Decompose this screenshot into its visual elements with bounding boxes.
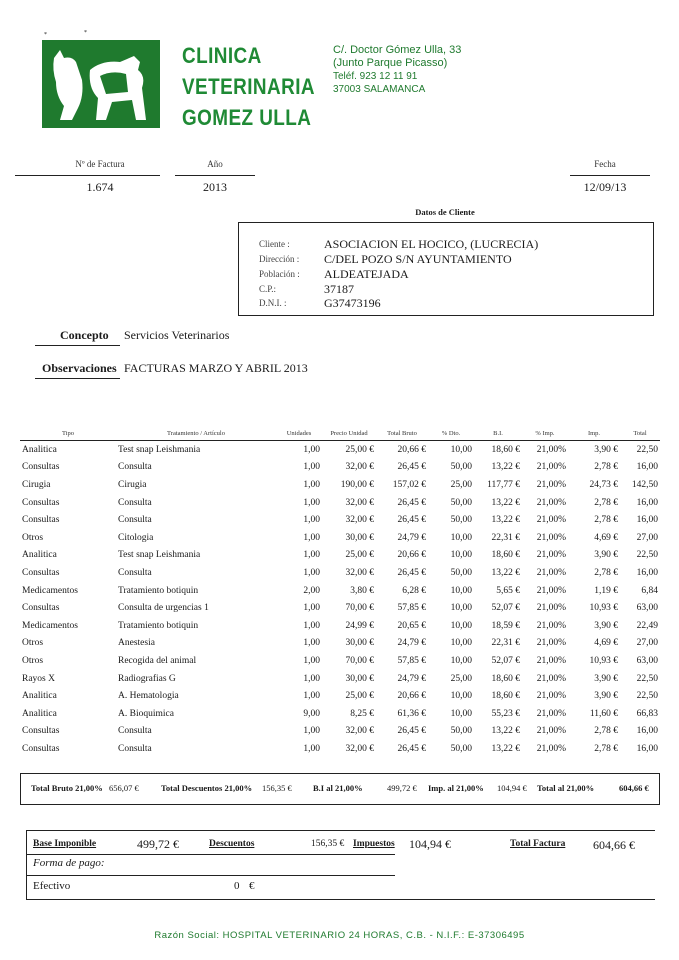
cell-imp-pct: 21,00% [536, 603, 566, 614]
client-town-label: Población : [259, 269, 300, 279]
cell-dto: 50,00 [450, 726, 472, 737]
cell-unidades: 1,00 [303, 620, 320, 631]
cell-dto: 10,00 [450, 532, 472, 543]
cell-total-bruto: 20,66 € [397, 550, 426, 561]
cell-imp-pct: 21,00% [536, 585, 566, 596]
cell-tratamiento: Consulta [118, 743, 152, 754]
cell-imp: 2,78 € [594, 726, 618, 737]
table-row [20, 494, 660, 512]
cell-bi: 22,31 € [491, 532, 520, 543]
client-section-title: Datos de Cliente [415, 207, 475, 217]
cell-imp-pct: 21,00% [536, 655, 566, 666]
cell-bi: 18,60 € [491, 691, 520, 702]
cell-unidades: 1,00 [303, 497, 320, 508]
address-city: 37003 SALAMANCA [333, 84, 426, 95]
cell-imp: 10,93 € [589, 603, 618, 614]
clinic-address [333, 44, 513, 96]
cell-bi: 52,07 € [491, 603, 520, 614]
cell-total: 22,50 [636, 444, 658, 455]
cell-tipo: Consultas [22, 462, 60, 473]
cell-tipo: Consultas [22, 515, 60, 526]
cell-precio-unidad: 70,00 € [345, 603, 374, 614]
cell-bi: 5,65 € [496, 585, 520, 596]
cell-tratamiento: Consulta [118, 497, 152, 508]
clinic-name-line-1: CLINICA [182, 43, 262, 68]
table-row [20, 652, 660, 670]
cell-unidades: 1,00 [303, 515, 320, 526]
cell-dto: 50,00 [450, 515, 472, 526]
items-table [20, 426, 660, 758]
cell-dto: 10,00 [450, 620, 472, 631]
total-bi-label: B.I al 21,00% [313, 783, 363, 793]
cell-bi: 13,22 € [491, 515, 520, 526]
table-row [20, 547, 660, 565]
cell-imp: 2,78 € [594, 515, 618, 526]
cell-unidades: 1,00 [303, 479, 320, 490]
cell-total-bruto: 57,85 € [397, 603, 426, 614]
cell-precio-unidad: 32,00 € [345, 497, 374, 508]
total-bruto-value: 656,07 € [109, 783, 139, 793]
cell-tratamiento: Recogida del animal [118, 655, 197, 666]
cell-unidades: 1,00 [303, 444, 320, 455]
cell-dto: 10,00 [450, 691, 472, 702]
cell-tipo: Consultas [22, 743, 60, 754]
cell-total: 66,83 [636, 708, 658, 719]
cell-total-bruto: 26,45 € [397, 497, 426, 508]
cell-dto: 10,00 [450, 603, 472, 614]
cell-total-bruto: 61,36 € [397, 708, 426, 719]
cell-tratamiento: Consulta [118, 515, 152, 526]
cell-imp-pct: 21,00% [536, 708, 566, 719]
cell-tipo: Consultas [22, 567, 60, 578]
cell-unidades: 1,00 [303, 726, 320, 737]
observaciones-value: FACTURAS MARZO Y ABRIL 2013 [124, 361, 308, 375]
table-row [20, 723, 660, 741]
cell-imp: 3,90 € [594, 444, 618, 455]
cell-tratamiento: Consulta de urgencias 1 [118, 603, 209, 614]
table-row [20, 476, 660, 494]
cell-dto: 25,00 [450, 479, 472, 490]
cell-precio-unidad: 30,00 € [345, 673, 374, 684]
cell-imp: 10,93 € [589, 655, 618, 666]
cell-tratamiento: A. Bioquimica [118, 708, 174, 719]
cell-tipo: Medicamentos [22, 620, 78, 631]
totals-box [20, 773, 660, 805]
cell-unidades: 1,00 [303, 655, 320, 666]
cell-dto: 10,00 [450, 444, 472, 455]
cell-tratamiento: Consulta [118, 462, 152, 473]
base-imponible-value: 499,72 € [137, 837, 179, 851]
cell-tipo: Consultas [22, 497, 60, 508]
cell-imp: 3,90 € [594, 673, 618, 684]
table-row [20, 441, 660, 459]
client-row-postcode [239, 282, 653, 297]
address-street: C/. Doctor Gómez Ulla, 33 [333, 44, 462, 56]
cell-precio-unidad: 190,00 € [340, 479, 374, 490]
cell-total-bruto: 24,79 € [397, 673, 426, 684]
invoice-year-rule [175, 175, 255, 176]
total-factura-value: 604,66 € [593, 838, 635, 852]
table-row [20, 740, 660, 758]
cell-precio-unidad: 32,00 € [345, 726, 374, 737]
cell-precio-unidad: 32,00 € [345, 743, 374, 754]
impuestos-value: 104,94 € [409, 837, 451, 851]
clinic-name-line-3: GOMEZ ULLA [182, 105, 312, 130]
cell-total: 63,00 [636, 603, 658, 614]
table-row [20, 687, 660, 705]
invoice-number-label: Nº de Factura [75, 159, 125, 169]
cell-dto: 50,00 [450, 497, 472, 508]
header-imp-pct: % Imp. [522, 426, 568, 441]
header-dto: % Dto. [428, 426, 474, 441]
cell-precio-unidad: 70,00 € [345, 655, 374, 666]
cell-total: 16,00 [636, 567, 658, 578]
cell-bi: 18,59 € [491, 620, 520, 631]
cell-imp-pct: 21,00% [536, 462, 566, 473]
cell-precio-unidad: 30,00 € [345, 638, 374, 649]
table-row [20, 599, 660, 617]
cell-total: 22,50 [636, 673, 658, 684]
summary-rule-2 [27, 875, 395, 876]
cell-tratamiento: Test snap Leishmania [118, 444, 201, 455]
cell-imp: 2,78 € [594, 743, 618, 754]
client-name-label: Cliente : [259, 239, 290, 249]
cell-total-bruto: 26,45 € [397, 726, 426, 737]
cell-bi: 55,23 € [491, 708, 520, 719]
client-name: ASOCIACION EL HOCICO, (LUCRECIA) [324, 237, 539, 251]
invoice-year: 2013 [203, 180, 227, 194]
cell-total: 16,00 [636, 726, 658, 737]
cell-bi: 13,22 € [491, 497, 520, 508]
observaciones-rule [35, 378, 120, 379]
cell-tratamiento: Tratamiento botiquin [118, 585, 199, 596]
cell-total-bruto: 24,79 € [397, 638, 426, 649]
address-phone: Teléf. 923 12 11 91 [333, 71, 418, 82]
pago-currency: € [249, 880, 255, 892]
cell-unidades: 2,00 [303, 585, 320, 596]
cell-imp-pct: 21,00% [536, 479, 566, 490]
concepto-label: Concepto [60, 328, 109, 342]
dog-cat-logo-icon [42, 40, 160, 128]
client-address-label: Dirección : [259, 254, 300, 264]
client-row-dni [239, 296, 653, 311]
cell-total: 16,00 [636, 743, 658, 754]
total-descuentos-value: 156,35 € [262, 783, 292, 793]
cell-total-bruto: 24,79 € [397, 532, 426, 543]
cell-total: 16,00 [636, 462, 658, 473]
concepto-rule [35, 345, 120, 346]
client-town: ALDEATEJADA [324, 267, 409, 281]
cell-imp-pct: 21,00% [536, 515, 566, 526]
clinic-name [182, 40, 315, 133]
cell-tipo: Otros [22, 638, 44, 649]
header-total: Total [620, 426, 660, 441]
cell-tipo: Otros [22, 532, 44, 543]
cell-unidades: 1,00 [303, 743, 320, 754]
table-row [20, 459, 660, 477]
cell-tratamiento: Cirugia [118, 479, 147, 490]
cell-precio-unidad: 25,00 € [345, 550, 374, 561]
client-postcode-label: C.P.: [259, 284, 277, 294]
client-postcode: 37187 [324, 282, 354, 296]
cell-imp: 4,69 € [594, 532, 618, 543]
cell-total-bruto: 26,45 € [397, 743, 426, 754]
total-bruto-label: Total Bruto 21,00% [31, 783, 103, 793]
cell-bi: 13,22 € [491, 743, 520, 754]
cell-precio-unidad: 25,00 € [345, 691, 374, 702]
cell-precio-unidad: 3,80 € [350, 585, 374, 596]
cell-imp: 24,73 € [589, 479, 618, 490]
cell-imp-pct: 21,00% [536, 532, 566, 543]
cell-total-bruto: 26,45 € [397, 462, 426, 473]
observaciones-label: Observaciones [42, 361, 117, 375]
cell-total-bruto: 26,45 € [397, 567, 426, 578]
cell-total-bruto: 20,65 € [397, 620, 426, 631]
invoice-year-label: Año [207, 159, 223, 169]
cell-tratamiento: Test snap Leishmania [118, 550, 201, 561]
total-bi-value: 499,72 € [387, 783, 417, 793]
cell-precio-unidad: 30,00 € [345, 532, 374, 543]
logo-mark-left: * [44, 32, 47, 38]
client-row-name [239, 237, 653, 252]
impuestos-label: Impuestos [353, 839, 395, 849]
total-factura-label: Total Factura [510, 839, 566, 849]
cell-dto: 10,00 [450, 708, 472, 719]
concepto-value: Servicios Veterinarios [124, 328, 230, 342]
cell-dto: 50,00 [450, 743, 472, 754]
cell-tratamiento: Tratamiento botiquin [118, 620, 199, 631]
cell-imp: 3,90 € [594, 550, 618, 561]
cell-bi: 117,77 € [487, 479, 520, 490]
table-row [20, 582, 660, 600]
cell-imp: 3,90 € [594, 691, 618, 702]
cell-tipo: Analitica [22, 550, 57, 561]
cell-bi: 13,22 € [491, 726, 520, 737]
total-final-label: Total al 21,00% [537, 783, 595, 793]
cell-imp: 3,90 € [594, 620, 618, 631]
cell-total-bruto: 6,28 € [402, 585, 426, 596]
total-final-value: 604,66 € [619, 783, 649, 793]
cell-imp: 11,60 € [589, 708, 618, 719]
invoice-number-rule [15, 175, 160, 176]
cell-dto: 10,00 [450, 585, 472, 596]
cell-unidades: 1,00 [303, 638, 320, 649]
cell-precio-unidad: 32,00 € [345, 567, 374, 578]
pago-method: Efectivo [33, 880, 71, 892]
table-row [20, 511, 660, 529]
cell-tratamiento: Consulta [118, 726, 152, 737]
cell-unidades: 1,00 [303, 462, 320, 473]
cell-bi: 18,60 € [491, 444, 520, 455]
header-imp: Imp. [568, 426, 620, 441]
cell-precio-unidad: 8,25 € [350, 708, 374, 719]
header-total-bruto: Total Bruto [376, 426, 428, 441]
cell-tipo: Consultas [22, 603, 60, 614]
cell-tipo: Analitica [22, 691, 57, 702]
table-row [20, 564, 660, 582]
cell-imp: 2,78 € [594, 497, 618, 508]
footer-legal: Razón Social: HOSPITAL VETERINARIO 24 HORAS, C.B. - N.I.F.: E-37306495 [154, 930, 525, 941]
cell-precio-unidad: 25,00 € [345, 444, 374, 455]
cell-bi: 13,22 € [491, 567, 520, 578]
cell-imp-pct: 21,00% [536, 567, 566, 578]
cell-precio-unidad: 24,99 € [345, 620, 374, 631]
cell-total: 142,50 [631, 479, 658, 490]
cell-dto: 10,00 [450, 655, 472, 666]
header-tratamiento: Tratamiento / Artículo [116, 426, 276, 441]
cell-total-bruto: 57,85 € [397, 655, 426, 666]
cell-total: 16,00 [636, 497, 658, 508]
invoice-number: 1.674 [86, 180, 114, 194]
table-row [20, 529, 660, 547]
cell-tipo: Consultas [22, 726, 60, 737]
cell-precio-unidad: 32,00 € [345, 462, 374, 473]
cell-imp: 1,19 € [594, 585, 618, 596]
cell-dto: 10,00 [450, 550, 472, 561]
cell-total-bruto: 20,66 € [397, 691, 426, 702]
cell-tipo: Cirugia [22, 479, 51, 490]
cell-imp-pct: 21,00% [536, 638, 566, 649]
cell-imp-pct: 21,00% [536, 726, 566, 737]
logo-mark-right: * [84, 30, 87, 36]
header-tipo: Tipo [20, 426, 116, 441]
clinic-name-line-2: VETERINARIA [182, 74, 315, 99]
pago-amount: 0 [234, 880, 240, 892]
total-imp-label: Imp. al 21,00% [428, 783, 484, 793]
address-reference: (Junto Parque Picasso) [333, 57, 448, 69]
cell-imp-pct: 21,00% [536, 550, 566, 561]
cell-bi: 18,60 € [491, 550, 520, 561]
cell-total: 16,00 [636, 515, 658, 526]
cell-total: 22,49 [636, 620, 658, 631]
cell-bi: 52,07 € [491, 655, 520, 666]
cell-dto: 50,00 [450, 462, 472, 473]
cell-tratamiento: Consulta [118, 567, 152, 578]
cell-tipo: Otros [22, 655, 44, 666]
table-row [20, 617, 660, 635]
cell-total: 22,50 [636, 691, 658, 702]
cell-tipo: Analitica [22, 708, 57, 719]
cell-precio-unidad: 32,00 € [345, 515, 374, 526]
summary-box [26, 830, 655, 900]
client-row-town [239, 267, 653, 282]
cell-tratamiento: Citologia [118, 532, 154, 543]
total-imp-value: 104,94 € [497, 783, 527, 793]
cell-imp: 4,69 € [594, 638, 618, 649]
cell-tipo: Medicamentos [22, 585, 78, 596]
cell-dto: 50,00 [450, 567, 472, 578]
header-unidades: Unidades [276, 426, 322, 441]
cell-dto: 25,00 [450, 673, 472, 684]
cell-tratamiento: A. Hematologia [118, 691, 179, 702]
forma-pago-label: Forma de pago: [33, 857, 105, 869]
cell-imp-pct: 21,00% [536, 691, 566, 702]
client-address: C/DEL POZO S/N AYUNTAMIENTO [324, 252, 512, 266]
cell-imp-pct: 21,00% [536, 673, 566, 684]
table-row [20, 635, 660, 653]
descuentos-value: 156,35 € [311, 839, 345, 849]
cell-tratamiento: Anestesia [118, 638, 155, 649]
cell-unidades: 1,00 [303, 673, 320, 684]
invoice-date-label: Fecha [594, 159, 616, 169]
client-dni: G37473196 [324, 296, 381, 310]
cell-tipo: Rayos X [22, 673, 55, 684]
cell-unidades: 1,00 [303, 567, 320, 578]
cell-bi: 18,60 € [491, 673, 520, 684]
cell-imp-pct: 21,00% [536, 444, 566, 455]
client-box [238, 222, 654, 316]
cell-total: 22,50 [636, 550, 658, 561]
cell-tratamiento: Radiografias G [118, 673, 176, 684]
cell-unidades: 1,00 [303, 691, 320, 702]
cell-imp: 2,78 € [594, 567, 618, 578]
descuentos-label: Descuentos [209, 839, 255, 849]
cell-total: 27,00 [636, 532, 658, 543]
client-dni-label: D.N.I. : [259, 298, 287, 308]
summary-rule-1 [27, 854, 395, 855]
invoice-date: 12/09/13 [583, 180, 627, 194]
client-row-address [239, 252, 653, 267]
cell-total-bruto: 20,66 € [397, 444, 426, 455]
cell-total: 63,00 [636, 655, 658, 666]
cell-dto: 10,00 [450, 638, 472, 649]
clinic-logo [42, 40, 160, 128]
header-precio-unidad: Precio Unidad [322, 426, 376, 441]
table-row [20, 670, 660, 688]
cell-bi: 13,22 € [491, 462, 520, 473]
table-row [20, 705, 660, 723]
cell-unidades: 1,00 [303, 550, 320, 561]
cell-bi: 22,31 € [491, 638, 520, 649]
header-bi: B.I. [474, 426, 522, 441]
invoice-date-rule [570, 175, 650, 176]
cell-imp-pct: 21,00% [536, 497, 566, 508]
base-imponible-label: Base Imponible [33, 839, 97, 849]
cell-imp: 2,78 € [594, 462, 618, 473]
cell-tipo: Analitica [22, 444, 57, 455]
cell-total-bruto: 26,45 € [397, 515, 426, 526]
cell-unidades: 1,00 [303, 603, 320, 614]
cell-total: 6,84 [641, 585, 658, 596]
cell-unidades: 1,00 [303, 532, 320, 543]
cell-total: 27,00 [636, 638, 658, 649]
cell-unidades: 9,00 [303, 708, 320, 719]
cell-total-bruto: 157,02 € [392, 479, 426, 490]
cell-imp-pct: 21,00% [536, 620, 566, 631]
items-header-row [20, 426, 660, 441]
cell-imp-pct: 21,00% [536, 743, 566, 754]
total-descuentos-label: Total Descuentos 21,00% [161, 783, 253, 793]
